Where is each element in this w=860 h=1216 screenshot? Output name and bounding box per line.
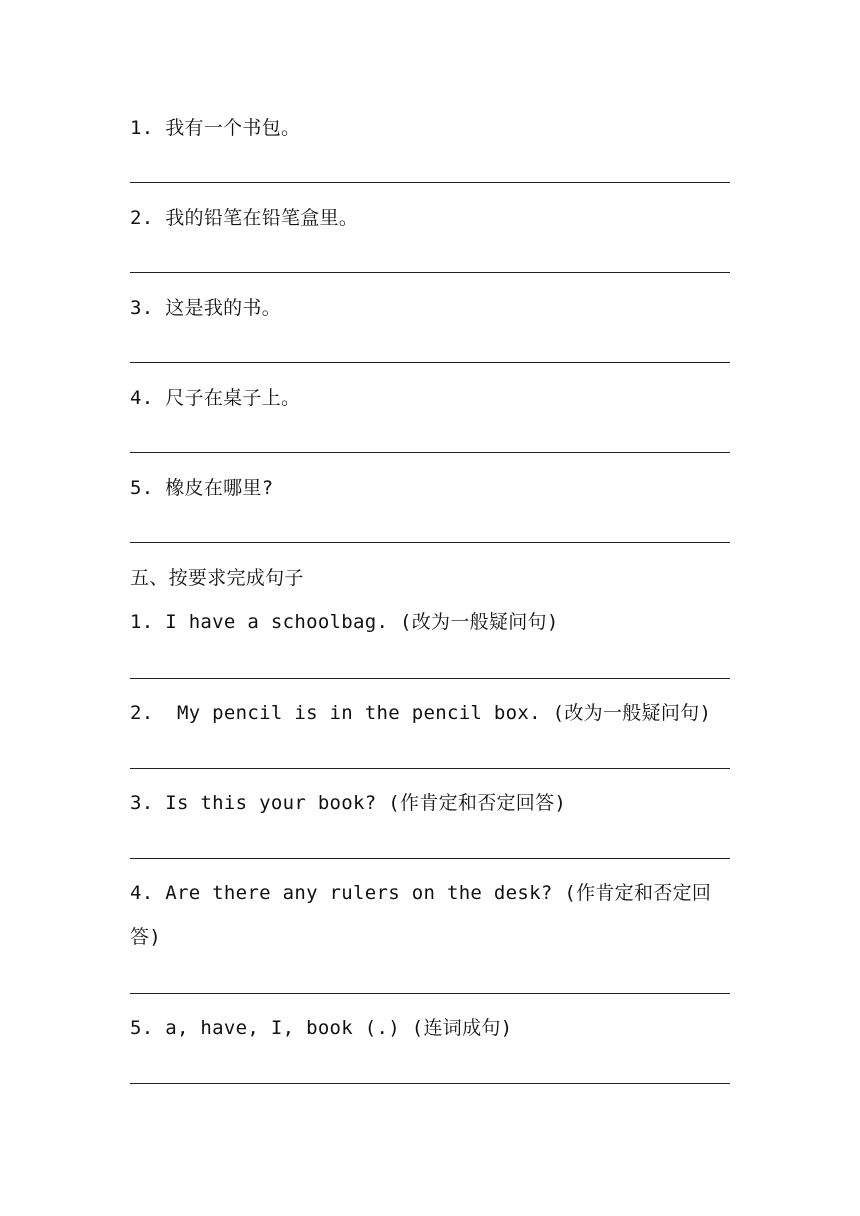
answer-line-1[interactable]	[130, 182, 730, 183]
answer-line-4[interactable]	[130, 452, 730, 453]
sentence-task-4: 4. Are there any rulers on the desk? (作肯定和否定回答)	[130, 882, 712, 948]
answer-line-9[interactable]	[130, 993, 730, 994]
sentence-task-3: 3. Is this your book? (作肯定和否定回答)	[130, 792, 567, 814]
answer-line-2[interactable]	[130, 272, 730, 273]
answer-line-7[interactable]	[130, 768, 730, 769]
answer-line-5[interactable]	[130, 542, 730, 543]
section-heading-five: 五、按要求完成句子	[130, 567, 304, 589]
answer-line-6[interactable]	[130, 678, 730, 679]
sentence-task-2: 2. My pencil is in the pencil box. (改为一般疑问句)	[130, 702, 712, 724]
sentence-task-5: 5. a, have, I, book (.) (连词成句)	[130, 1017, 513, 1039]
answer-line-3[interactable]	[130, 362, 730, 363]
answer-line-8[interactable]	[130, 858, 730, 859]
translation-item-4: 4. 尺子在桌子上。	[130, 387, 301, 409]
translation-item-1: 1. 我有一个书包。	[130, 117, 301, 139]
sentence-task-1: 1. I have a schoolbag. (改为一般疑问句)	[130, 611, 559, 633]
translation-item-3: 3. 这是我的书。	[130, 297, 282, 319]
translation-item-5: 5. 橡皮在哪里?	[130, 477, 274, 499]
answer-line-10[interactable]	[130, 1083, 730, 1084]
translation-item-2: 2. 我的铅笔在铅笔盒里。	[130, 207, 359, 229]
